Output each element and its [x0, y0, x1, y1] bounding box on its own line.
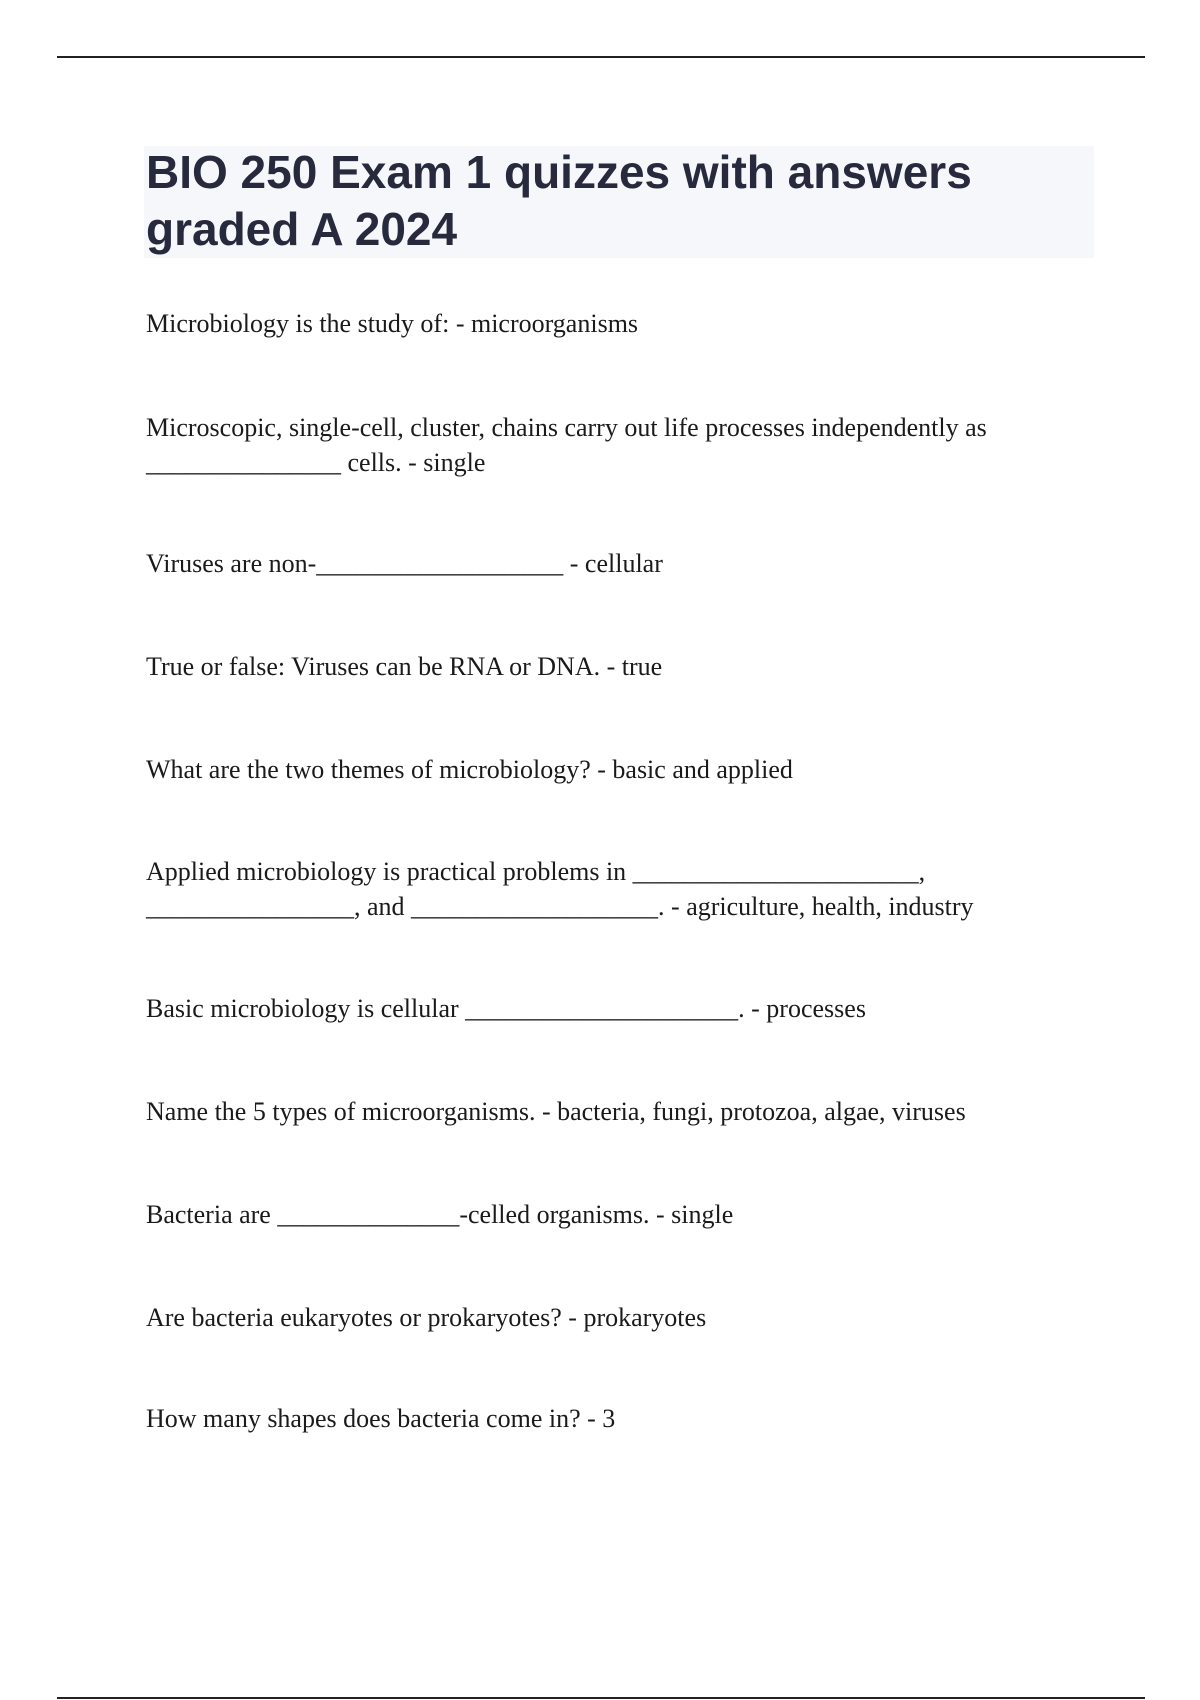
bottom-divider	[57, 1697, 1145, 1699]
top-divider	[57, 56, 1145, 58]
question-answer-7: Basic microbiology is cellular _____________________. - processes	[146, 994, 866, 1023]
question-answer-4: True or false: Viruses can be RNA or DNA. - true	[146, 652, 663, 681]
question-answer-9: Bacteria are ______________-celled organisms. - single	[146, 1200, 734, 1229]
question-answer-6: Applied microbiology is practical problems in ______________________, ________________, and ___________________. - agriculture, health, industry	[146, 857, 974, 921]
question-answer-1: Microbiology is the study of: - microorganisms	[146, 309, 639, 338]
question-answer-10: Are bacteria eukaryotes or prokaryotes? - prokaryotes	[146, 1303, 707, 1332]
question-answer-11: How many shapes does bacteria come in? - 3	[146, 1404, 616, 1433]
question-answer-3: Viruses are non-___________________ - cellular	[146, 549, 663, 578]
question-answer-8: Name the 5 types of microorganisms. - bacteria, fungi, protozoa, algae, viruses	[146, 1097, 966, 1126]
question-answer-2: Microscopic, single-cell, cluster, chains carry out life processes independently as _______________ cells. - single	[146, 413, 987, 477]
question-answer-5: What are the two themes of microbiology? - basic and applied	[146, 755, 793, 784]
document-title: BIO 250 Exam 1 quizzes with answers graded A 2024	[146, 146, 972, 255]
